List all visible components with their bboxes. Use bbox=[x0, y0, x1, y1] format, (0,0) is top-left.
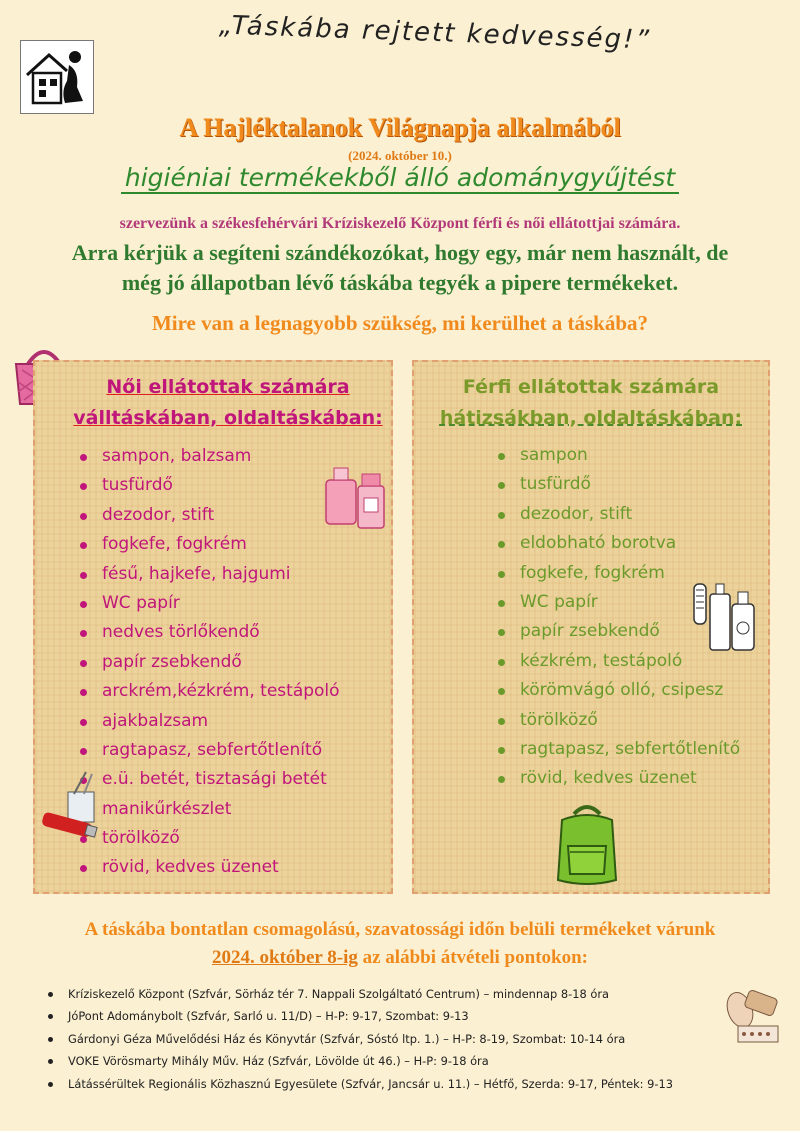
women-list-item: fésű, hajkefe, hajgumi bbox=[80, 560, 340, 589]
women-list-item: WC papír bbox=[80, 589, 340, 618]
collection-text: higiéniai termékekből álló adománygyűjtést bbox=[121, 163, 679, 194]
drop-off-point-item: VOKE Vörösmarty Mihály Műv. Ház (Szfvár, Lövölde út 46.) – H-P: 9-18 óra bbox=[48, 1050, 673, 1072]
women-list-item: rövid, kedves üzenet bbox=[80, 853, 340, 882]
toiletries-bottles-icon bbox=[688, 576, 760, 661]
women-item-list bbox=[80, 442, 340, 883]
house-person-logo-icon bbox=[21, 41, 93, 113]
women-list-item: nedves törlőkendő bbox=[80, 618, 340, 647]
men-list-item: WC papír bbox=[498, 588, 740, 617]
women-list-item: tusfürdő bbox=[80, 471, 340, 500]
women-heading-line-1: Női ellátottak számára bbox=[106, 376, 350, 398]
event-date: (2024. október 10.) bbox=[348, 148, 452, 163]
page-title: A Hajléktalanok Világnapja alkalmából bbox=[179, 113, 621, 142]
men-list-item: fogkefe, fogkrém bbox=[498, 559, 740, 588]
men-list-item: kézkrém, testápoló bbox=[498, 647, 740, 676]
request-text bbox=[40, 238, 760, 298]
drop-off-point-item: Gárdonyi Géza Művelődési Ház és Könyvtár (Szfvár, Sóstó ltp. 1.) – H-P: 8-19, Szombat: 10-14 óra bbox=[48, 1028, 673, 1050]
women-list-item: arckrém,kézkrém, testápoló bbox=[80, 677, 340, 706]
men-list-item: tusfürdő bbox=[498, 470, 740, 499]
collection-subject bbox=[0, 163, 800, 192]
women-list-item: sampon, balzsam bbox=[80, 442, 340, 471]
request-line-1: Arra kérjük a segíteni szándékozókat, hogy egy, már nem használt, de bbox=[71, 240, 729, 265]
men-list-item: dezodor, stift bbox=[498, 500, 740, 529]
deadline-date: 2024. október 8-ig bbox=[212, 947, 358, 968]
organization-logo bbox=[20, 40, 94, 114]
drop-off-point-item: Kríziskezelő Központ (Szfvár, Sörház tér 7. Nappali Szolgáltató Centrum) – mindennap 8-18 óra bbox=[48, 983, 673, 1005]
question-heading: Mire van a legnagyobb szükség, mi kerülhet a táskába? bbox=[151, 311, 649, 335]
women-list-item: papír zsebkendő bbox=[80, 648, 340, 677]
women-list-item: dezodor, stift bbox=[80, 501, 340, 530]
women-list-item: törölköző bbox=[80, 824, 340, 853]
men-list-item: ragtapasz, sebfertőtlenítő bbox=[498, 735, 740, 764]
drop-off-point-item: JóPont Adománybolt (Szfvár, Sarló u. 11/D) – H-P: 9-17, Szombat: 9-13 bbox=[48, 1005, 673, 1027]
men-list-item: sampon bbox=[498, 441, 740, 470]
cosmetics-products-icon bbox=[720, 980, 786, 1055]
women-list-item: ajakbalzsam bbox=[80, 707, 340, 736]
women-list-item: ragtapasz, sebfertőtlenítő bbox=[80, 736, 340, 765]
men-list-item: eldobható borotva bbox=[498, 529, 740, 558]
men-heading bbox=[414, 372, 768, 434]
women-list-item: e.ü. betét, tisztasági betét bbox=[80, 765, 340, 794]
women-list-item: fogkefe, fogkrém bbox=[80, 530, 340, 559]
drop-off-point-item: Látássérültek Regionális Közhasznú Egyesülete (Szfvár, Jancsár u. 11.) – Hétfő, Szerda: 9-17, Péntek: 9-13 bbox=[48, 1073, 673, 1095]
women-heading bbox=[65, 372, 391, 434]
men-list-item: rövid, kedves üzenet bbox=[498, 764, 740, 793]
pink-toiletries-icon bbox=[322, 460, 390, 541]
toothbrush-cup-icon bbox=[38, 770, 106, 847]
drop-off-points-list bbox=[48, 983, 673, 1095]
drop-off-info bbox=[30, 916, 770, 972]
men-list-item: papír zsebkendő bbox=[498, 617, 740, 646]
slogan: „Táskába rejtett kedvesség!” bbox=[218, 10, 652, 56]
drop-off-line-2 bbox=[30, 944, 770, 972]
men-list-item: körömvágó olló, csipesz bbox=[498, 676, 740, 705]
men-heading-line-1: Férfi ellátottak számára bbox=[462, 376, 720, 398]
women-heading-line-2: válltáskában, oldaltáskában: bbox=[73, 407, 383, 429]
organizer-text: szervezünk a székesfehérvári Kríziskezelő Központ férfi és női ellátottjai számára. bbox=[119, 215, 681, 232]
green-backpack-icon bbox=[548, 800, 626, 893]
men-list-item: törölköző bbox=[498, 706, 740, 735]
women-list-item: manikűrkészlet bbox=[80, 795, 340, 824]
drop-off-line-1: A táskába bontatlan csomagolású, szavatossági időn belüli termékeket várunk bbox=[84, 919, 716, 940]
men-heading-line-2: hátizsákban, oldaltáskában: bbox=[439, 407, 743, 429]
request-line-2: még jó állapotban lévő táskába tegyék a pipere termékeket. bbox=[121, 270, 679, 295]
drop-off-line-2-rest: az alábbi átvételi pontokon: bbox=[357, 947, 588, 968]
